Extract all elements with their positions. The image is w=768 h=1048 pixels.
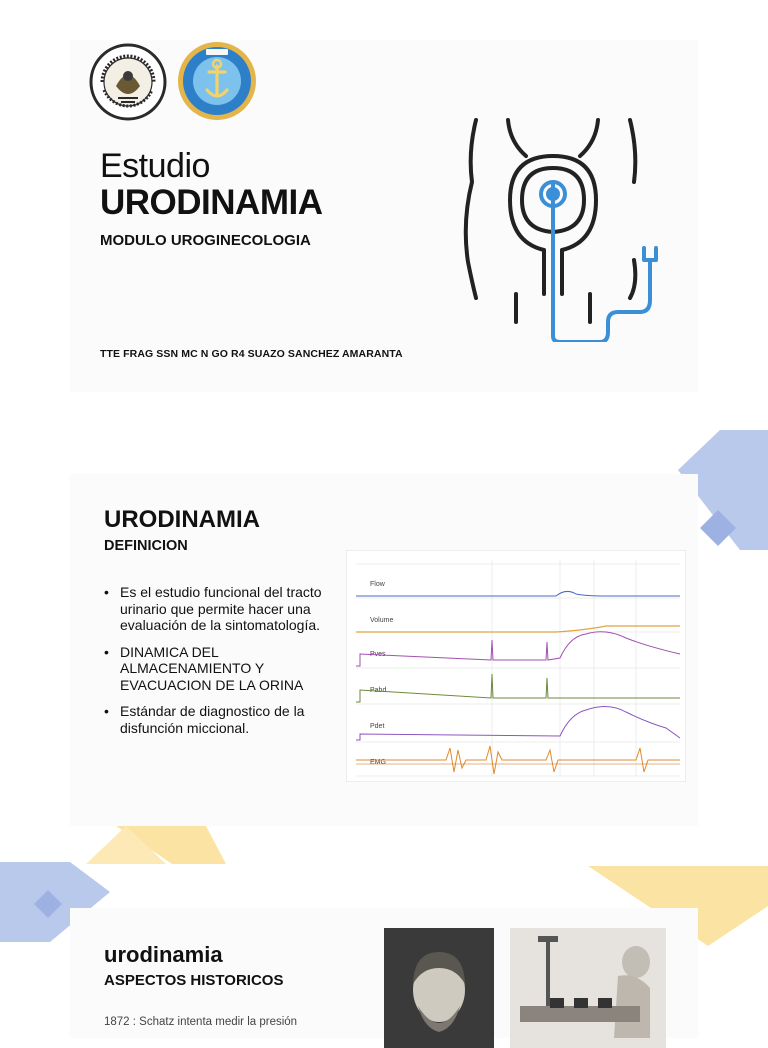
subtitle-modulo: MODULO UROGINECOLOGIA — [100, 232, 311, 249]
history-bullet-partial: 1872 : Schatz intenta medir la presión — [104, 1016, 298, 1028]
slide-subtitle: ASPECTOS HISTORICOS — [104, 972, 284, 989]
trace-label-pves: Pves — [370, 651, 386, 658]
definition-slide — [70, 474, 698, 826]
bullet-item: • Es el estudio funcional del tracto urinario que permite hacer una evaluación de la sintomatología. — [104, 584, 336, 634]
slide-title: URODINAMIA — [104, 506, 260, 533]
urodynamic-trace-chart — [346, 550, 686, 782]
cemenav-seal — [176, 40, 258, 127]
history-slide — [70, 908, 698, 1038]
historical-portrait-photo — [384, 928, 494, 1048]
trace-label-volume: Volume — [370, 617, 394, 624]
title-line-estudio: Estudio — [100, 147, 210, 185]
secretaria-marina-seal — [88, 42, 168, 127]
title-line-urodinamia: URODINAMIA — [100, 183, 323, 222]
trace-label-pabd: Pabd — [370, 687, 387, 694]
trace-label-emg: EMG — [370, 759, 386, 766]
title-slide — [70, 40, 698, 392]
bladder-catheter-illustration — [450, 112, 676, 342]
trace-label-flow: Flow — [370, 581, 385, 588]
author-name: TTE FRAG SSN MC N GO R4 SUAZO SANCHEZ AMARANTA — [100, 348, 403, 360]
trace-label-pdet: Pdet — [370, 723, 385, 730]
slide-title: urodinamia — [104, 942, 223, 967]
slide-subtitle: DEFINICION — [104, 538, 188, 554]
bullet-item: • Estándar de diagnostico de la disfunción miccional. — [104, 703, 336, 736]
historical-apparatus-photo — [510, 928, 666, 1048]
definition-bullet-list — [104, 584, 336, 746]
bullet-item: • DINAMICA DEL ALMACENAMIENTO Y EVACUACION DE LA ORINA — [104, 644, 336, 694]
